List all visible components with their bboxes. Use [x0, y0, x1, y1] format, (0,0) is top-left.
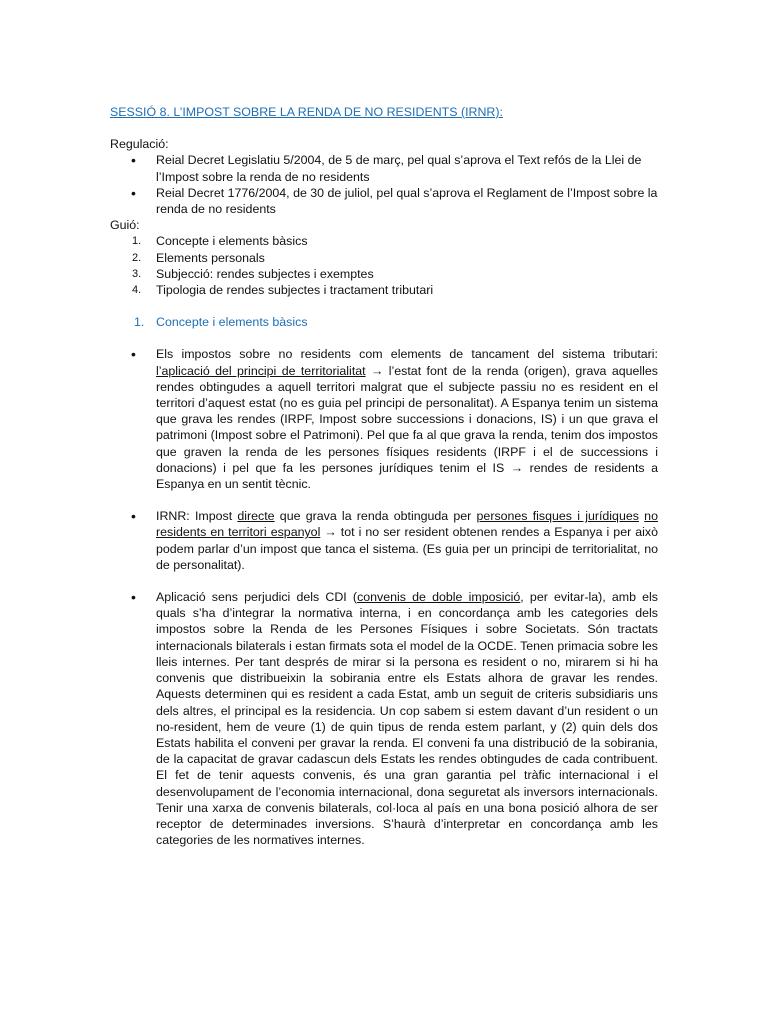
section-bullets [110, 346, 658, 492]
list-number: 1. [132, 235, 142, 248]
bullet-paragraph [110, 508, 658, 573]
text-run: IRNR: Impost [156, 509, 238, 524]
list-item: • Reial Decret Legislatiu 5/2004, de 5 de març, pel qual s’aprova el Text refós de la Llei de l’Impost sobre la renda de no residents [110, 152, 658, 184]
list-item [110, 266, 658, 282]
session-title: SESSIÓ 8. L’IMPOST SOBRE LA RENDA DE NO RESIDENTS (IRNR): [110, 105, 503, 119]
section-title: Concepte i elements bàsics [156, 315, 308, 330]
list-text: Elements personals [156, 250, 265, 265]
list-number: 4. [132, 284, 142, 297]
underlined-run: directe [237, 509, 275, 524]
list-number: 3. [132, 267, 142, 280]
bullet-paragraph [110, 589, 658, 848]
section-bullets [110, 589, 658, 848]
section-bullets [110, 508, 658, 573]
text-run: → l’estat font de la renda (origen), grava aquelles rendes obtingudes a aquell territori malgrat que el subjecte passiu no es resident en el territori d’aquest estat (no es guia pel principi de personalitat). A Espanya tenim un sistema que grava les rendes (IRPF, Impost sobre successions i donacions, IS) i un que grava el patrimoni (Impost sobre el Patrimoni). Pel que fa al que grava la renda, tenim dos impostos que graven la renda de les persones físiques residents (IRPF i el de successions i donacions) i pel que fa les persones jurídiques tenim el IS → rendes de residents a Espanya en un sentit tècnic. [156, 363, 658, 492]
document-body [110, 104, 658, 848]
underlined-run: persones fisques i jurídiques [476, 509, 639, 524]
regulacio-label: Regulació: [110, 137, 169, 152]
underlined-run: l’aplicació del principi de territorialitat [156, 363, 366, 378]
regulacio-list [110, 152, 658, 217]
list-item [110, 233, 658, 249]
list-text: Subjecció: rendes subjectes i exemptes [156, 266, 374, 281]
guio-label: Guió: [110, 218, 140, 233]
section-heading [110, 314, 658, 330]
underlined-run: convenis de doble imposició [357, 590, 521, 605]
text-run: , per evitar-la), amb els quals s’ha d’integrar la normativa interna, i en concordança amb les categories dels impostos sobre la Renda de les Persones Físiques i sobre Societats. Són tractats internacionals bilaterals i estan firmats sota el model de la OCDE. Tenen primacia sobre les lleis internes. Per tant després de mirar si la persona es resident o no, mirarem si hi ha convenis que distribueixin la sobirania entre els Estats alhora de gravar les rendes. Aquests determinen qui es resident a cada Estat, amb un seguit de criteris subsidiaris uns dels altres, el principal es la residencia. Un cop sabem si estem davant d’un resident o un no-resident, hem de veure (1) de quin tipus de renda estem parlant, y (2) quin dels dos Estats habilita el conveni per gravar la renda. El conveni fa una distribució de la sobirania, de la capacitat de gravar cadascun dels Estats les rendes obtingudes de cada contribuent. El fet de tenir aquests convenis, és una gran garantia pel tràfic internacional i el desenvolupament de l’economia internacional, dona seguretat als inversors internacionals. Tenir una xarxa de convenis bilaterals, col·loca al país en una bona posició alhora de ser receptor de determinades inversions. S’haurà d’interpretar en concordança amb les categories de les normatives internes. [156, 590, 658, 848]
section-number: 1. [134, 315, 145, 330]
list-item [110, 282, 658, 298]
list-item [110, 250, 658, 266]
bullet-paragraph [110, 346, 658, 492]
list-number: 2. [132, 251, 142, 264]
list-item: • Reial Decret 1776/2004, de 30 de juliol, pel qual s’aprova el Reglament de l’Impost sobre la renda de no residents [110, 185, 658, 217]
underlined-run: no residents en territori espanyol [156, 509, 658, 540]
text-run: → tot i no ser resident obtenen rendes a Espanya i per això podem parlar d’un impost que tanca el sistema. (Es guia per un principi de territorialitat, no de personalitat). [156, 525, 658, 572]
text-run: Aplicació sens perjudici dels CDI ( [156, 590, 358, 605]
list-text: Tipologia de rendes subjectes i tractament tributari [156, 283, 434, 298]
text-run: Els impostos sobre no residents com elements de tancament del sistema tributari: [156, 347, 658, 362]
text-run: que grava la renda obtinguda per [274, 509, 477, 524]
guio-list [110, 233, 658, 298]
list-text: Concepte i elements bàsics [156, 234, 308, 249]
